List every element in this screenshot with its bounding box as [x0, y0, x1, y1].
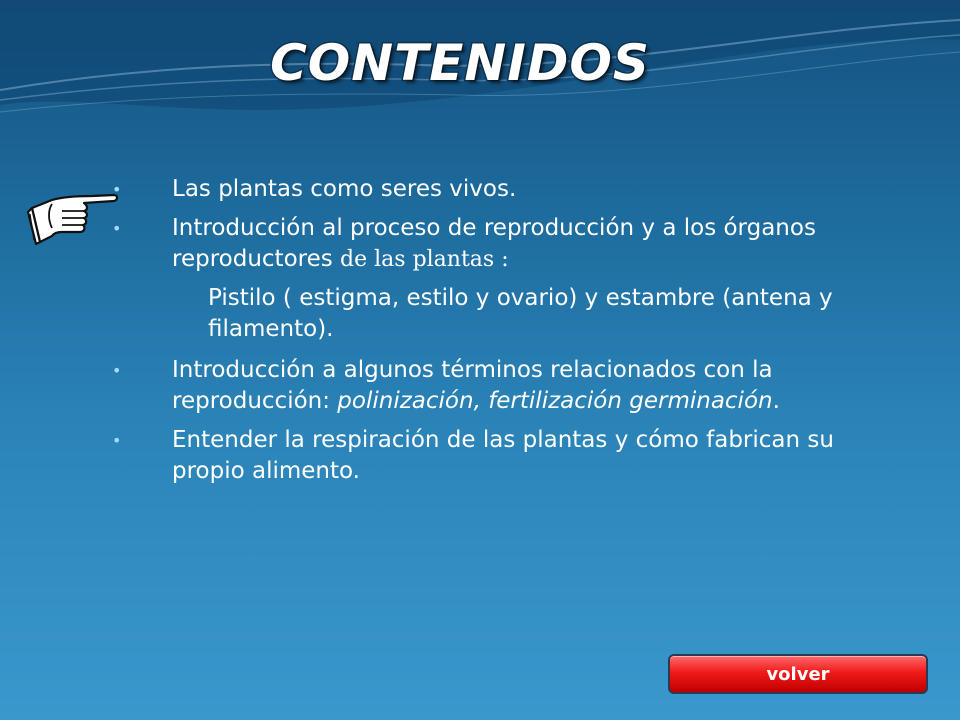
- item-text-italic: polinización, fertilización germinación: [337, 388, 773, 414]
- bullet-icon: •: [112, 361, 122, 380]
- content-list: [112, 174, 902, 495]
- list-item: [112, 425, 902, 487]
- item-text: Entender la respiración de las plantas y cómo fabrican su propio alimento.: [172, 427, 834, 484]
- back-button[interactable]: volver: [668, 654, 928, 694]
- list-item: [112, 174, 902, 205]
- bullet-icon: •: [112, 431, 122, 450]
- list-subitem: Pistilo ( estigma, estilo y ovario) y estambre (antena y filamento).: [208, 285, 833, 342]
- item-text-serif: de las plantas :: [340, 247, 509, 272]
- slide-title: CONTENIDOS: [270, 34, 650, 92]
- list-item: [112, 355, 902, 417]
- bullet-icon: •: [112, 180, 122, 199]
- item-text: Introducción a algunos términos relacionados con la reproducción:: [172, 357, 773, 414]
- item-text: Las plantas como seres vivos.: [172, 176, 517, 202]
- item-text: Introducción al proceso de reproducción y a los órganos reproductores: [172, 215, 816, 272]
- item-text-end: .: [772, 388, 780, 414]
- pointing-hand-icon: [22, 184, 120, 254]
- list-item: [112, 213, 902, 275]
- bullet-icon: •: [112, 219, 122, 238]
